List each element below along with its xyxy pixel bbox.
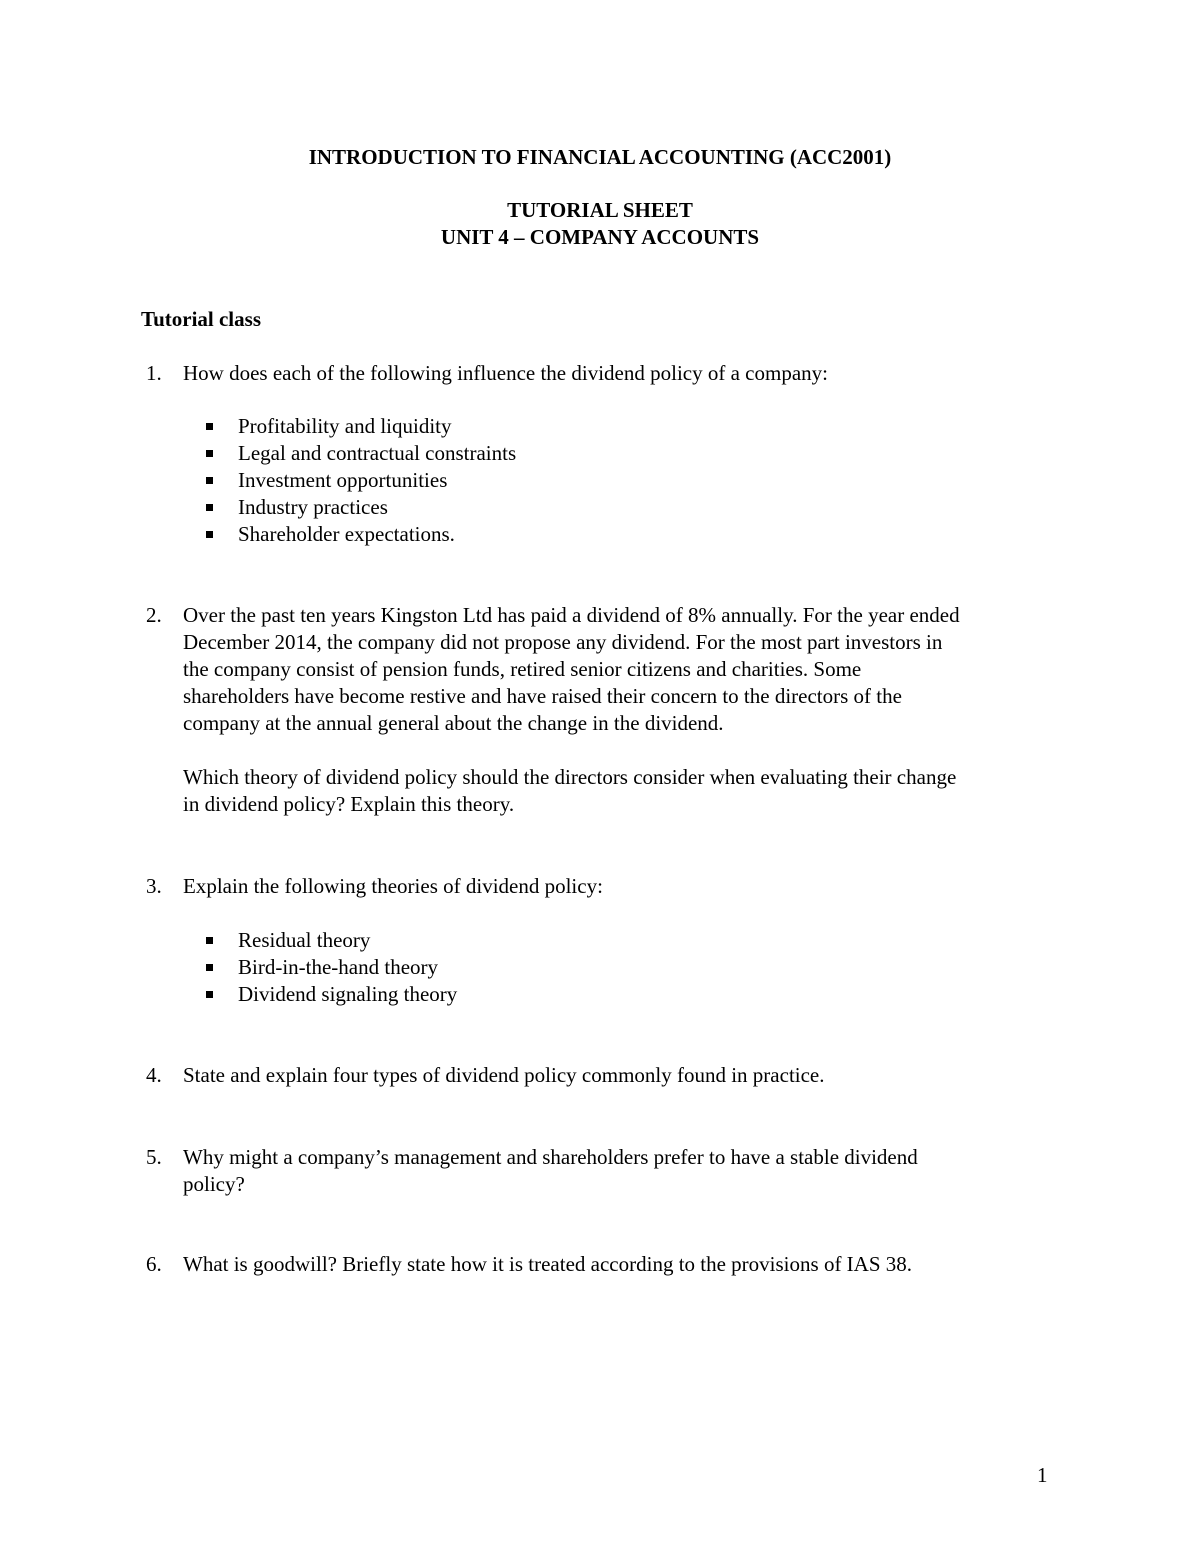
list-item bbox=[183, 981, 1063, 1008]
bullet-square-icon bbox=[206, 937, 213, 944]
bullet-list bbox=[183, 927, 1063, 1008]
question-text: What is goodwill? Briefly state how it is treated according to the provisions of IAS 38. bbox=[183, 1252, 913, 1276]
bullet-square-icon bbox=[206, 991, 213, 998]
bullet-list bbox=[183, 413, 1063, 548]
question-line: shareholders have become restive and have raised their concern to the directors of the bbox=[183, 684, 902, 708]
bullet-square-icon bbox=[206, 504, 213, 511]
list-item bbox=[183, 521, 1063, 548]
list-item-text: Dividend signaling theory bbox=[238, 982, 458, 1006]
page-number: 1 bbox=[1037, 1463, 1048, 1487]
bullet-square-icon bbox=[206, 531, 213, 538]
list-item bbox=[183, 413, 1063, 440]
question-text: How does each of the following influence the dividend policy of a company: bbox=[183, 361, 828, 385]
question-body bbox=[183, 1144, 1063, 1198]
question-line: the company consist of pension funds, retired senior citizens and charities. Some bbox=[183, 657, 862, 681]
question-body bbox=[183, 1251, 1063, 1278]
question-line: policy? bbox=[183, 1172, 245, 1196]
list-item-text: Industry practices bbox=[238, 495, 388, 519]
list-item-text: Profitability and liquidity bbox=[238, 414, 452, 438]
question-number: 2. bbox=[146, 603, 162, 627]
unit-title: UNIT 4 – COMPANY ACCOUNTS bbox=[440, 225, 760, 249]
question-body bbox=[183, 360, 1063, 546]
question-number: 1. bbox=[146, 361, 162, 385]
list-item-text: Residual theory bbox=[238, 928, 371, 952]
course-title: INTRODUCTION TO FINANCIAL ACCOUNTING (ACC2001) bbox=[308, 145, 892, 169]
list-item-text: Shareholder expectations. bbox=[238, 522, 455, 546]
list-item-text: Bird-in-the-hand theory bbox=[238, 955, 439, 979]
question-body bbox=[183, 1062, 1063, 1089]
bullet-square-icon bbox=[206, 964, 213, 971]
bullet-square-icon bbox=[206, 423, 213, 430]
question-number: 5. bbox=[146, 1145, 162, 1169]
sheet-title: TUTORIAL SHEET bbox=[507, 198, 693, 222]
list-item bbox=[183, 467, 1063, 494]
question-line: company at the annual general about the change in the dividend. bbox=[183, 711, 724, 735]
question-text: State and explain four types of dividend policy commonly found in practice. bbox=[183, 1063, 825, 1087]
question-follow-up-line: Which theory of dividend policy should the directors consider when evaluating their change bbox=[183, 765, 957, 789]
question-number: 3. bbox=[146, 874, 162, 898]
bullet-square-icon bbox=[206, 477, 213, 484]
list-item bbox=[183, 954, 1063, 981]
list-item bbox=[183, 440, 1063, 467]
question-text: Explain the following theories of dividend policy: bbox=[183, 874, 603, 898]
question-line: December 2014, the company did not propose any dividend. For the most part investors in bbox=[183, 630, 943, 654]
list-item bbox=[183, 927, 1063, 954]
question-body bbox=[183, 602, 1063, 818]
question-follow-up-line: in dividend policy? Explain this theory. bbox=[183, 792, 515, 816]
list-item-text: Legal and contractual constraints bbox=[238, 441, 517, 465]
question-number: 6. bbox=[146, 1252, 162, 1276]
question-body bbox=[183, 873, 1063, 1006]
question-line: Why might a company’s management and shareholders prefer to have a stable dividend bbox=[183, 1145, 918, 1169]
section-heading: Tutorial class bbox=[141, 307, 261, 331]
list-item bbox=[183, 494, 1063, 521]
list-item-text: Investment opportunities bbox=[238, 468, 448, 492]
question-number: 4. bbox=[146, 1063, 162, 1087]
bullet-square-icon bbox=[206, 450, 213, 457]
question-line: Over the past ten years Kingston Ltd has paid a dividend of 8% annually. For the year ended bbox=[183, 603, 960, 627]
